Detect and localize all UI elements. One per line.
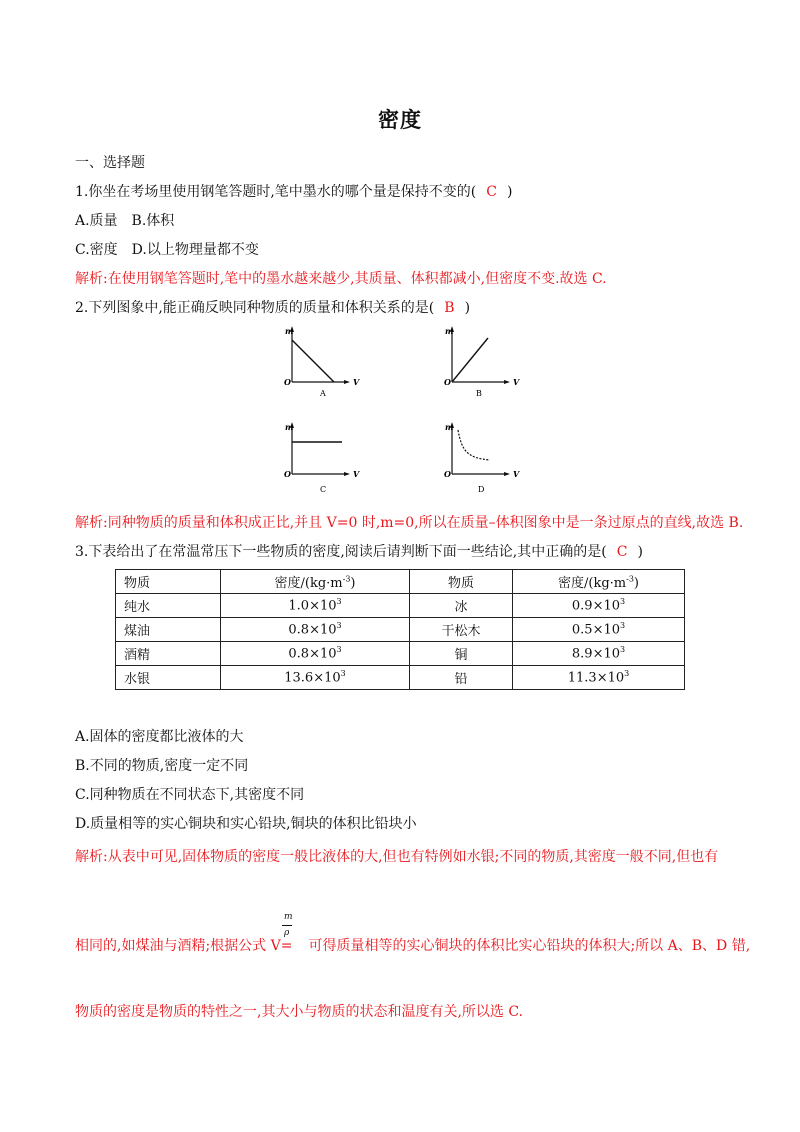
graph-d [440,418,530,498]
table-row [116,642,685,666]
table-cell: $13.6\times 10^3$ [221,666,410,690]
graph-b-y-axis: m [445,326,454,336]
question-3-option-a: A.固体的密度都比液体的大 [75,729,244,745]
question-1-analysis: 解析:在使用钢笔答题时,笔中的墨水越来越少,其质量、体积都减小,但密度不变.故选 C. [75,271,607,287]
question-3-analysis-line-3: 物质的密度是物质的特性之一,其大小与物质的状态和温度有关,所以选 C. [75,1004,524,1020]
graph-d-label: D [478,485,485,494]
graph-a-origin: O [284,377,291,387]
question-3-analysis-line-1: 解析:从表中可见,固体物质的密度一般比液体的大,但也有特例如水银;不同的物质,其密度一般不同,但也有 [75,849,719,865]
question-2-answer: B [444,300,455,316]
graph-d-y-axis: m [445,422,454,432]
density-table [115,569,685,690]
graph-c-y-axis: m [285,422,294,432]
question-1-stem [75,183,512,201]
graph-d-x-axis: V [513,469,520,479]
table-cell: 酒精 [116,642,221,666]
question-2-analysis: 解析:同种物质的质量和体积成正比,并且 V=0 时,m=0,所以在质量–体积图象中是一条过原点的直线,故选 B. [75,515,744,531]
graph-a-label: A [320,389,326,398]
question-2-close: ) [464,300,471,316]
question-3-analysis-line-2 [75,937,750,955]
header-substance-1: 物质 [116,570,221,594]
table-row [116,594,685,618]
table-cell: 铅 [410,666,513,690]
question-3-option-c: C.同种物质在不同状态下,其密度不同 [75,787,305,803]
page-title: 密度 [378,107,422,132]
table-cell: $11.3\times 10^3$ [513,666,685,690]
question-2-text: 2.下列图象中,能正确反映同种物质的质量和体积关系的是( [75,300,435,316]
graph-a [280,322,370,402]
question-3-text: 3.下表给出了在常温常压下一些物质的密度,阅读后请判断下面一些结论,其中正确的是( [75,544,607,560]
table-cell: $0.9\times 10^3$ [513,594,685,618]
graph-c [280,418,370,498]
graph-c-label: C [320,485,327,494]
question-3-option-b: B.不同的物质,密度一定不同 [75,758,249,774]
question-1-options-c-d: C.密度 D.以上物理量都不变 [75,242,259,258]
question-3-close: ) [637,544,643,560]
graph-b-origin: O [444,377,451,387]
table-cell: $1.0\times 10^3$ [221,594,410,618]
question-1-options-a-b: A.质量 B.体积 [75,213,175,229]
header-substance-2: 物质 [410,570,513,594]
header-density-2: 密度$/(kg\cdot m^{-3})$ [513,570,685,594]
question-3-answer: C [616,544,628,560]
graph-c-origin: O [284,469,291,479]
table-cell: 水银 [116,666,221,690]
question-2-stem [75,299,470,317]
table-row [116,618,685,642]
table-cell: 冰 [410,594,513,618]
graph-a-x-axis: V [353,377,360,387]
question-1-answer: C [486,184,497,200]
table-cell: 干松木 [410,618,513,642]
table-cell: 铜 [410,642,513,666]
analysis-line-2-part-2: 可得质量相等的实心铜块的体积比实心铅块的体积大;所以 A、B、D 错, [308,938,751,954]
graph-c-x-axis: V [353,469,360,479]
question-1-text: 1.你坐在考场里使用钢笔答题时,笔中墨水的哪个量是保持不变的( [75,184,477,200]
table-cell: $8.9\times 10^3$ [513,642,685,666]
section-heading: 一、选择题 [75,155,145,171]
graph-b-label: B [476,389,482,398]
graph-d-origin: O [444,469,451,479]
table-cell: $0.5\times 10^3$ [513,618,685,642]
table-header-row [116,570,685,594]
graph-a-y-axis: m [285,326,294,336]
table-row [116,666,685,690]
table-cell: 煤油 [116,618,221,642]
table-cell: $0.8\times 10^3$ [221,642,410,666]
formula-fraction-bar [282,925,292,926]
formula-denominator: ρ [284,928,290,938]
question-1-close: ) [507,184,513,200]
question-3-option-d: D.质量相等的实心铜块和实心铅块,铜块的体积比铅块小 [75,816,417,832]
table-cell: 纯水 [116,594,221,618]
header-density-1: 密度$/(kg\cdot m^{-3})$ [221,570,410,594]
analysis-line-2-part-1: 相同的,如煤油与酒精;根据公式 V= [75,938,293,954]
question-3-stem [75,543,643,561]
table-cell: $0.8\times 10^3$ [221,618,410,642]
graph-b [440,322,530,402]
formula-numerator: m [284,912,293,922]
graph-b-x-axis: V [513,377,520,387]
